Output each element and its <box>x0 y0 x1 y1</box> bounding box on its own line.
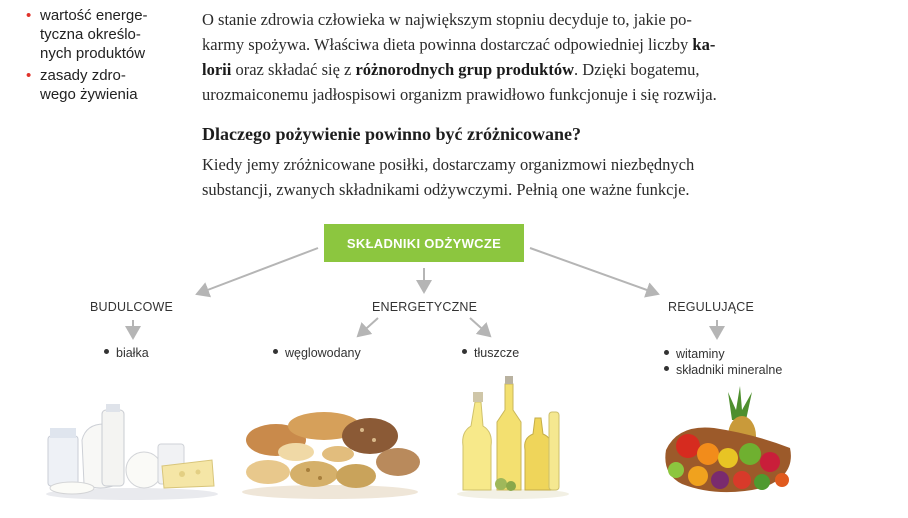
bullet-icon: • <box>26 67 32 84</box>
item-carbs <box>273 346 361 360</box>
text-span: oraz składać się z <box>231 60 356 79</box>
category-energy: ENERGETYCZNE <box>372 300 478 314</box>
fruit-vegetables-image <box>658 384 800 500</box>
oils-image <box>453 372 573 500</box>
arrow-to-fats <box>470 318 490 336</box>
nutrients-root-box: SKŁADNIKI ODŻYWCZE <box>324 224 524 262</box>
sidebar-line: wartość energe- <box>40 7 148 24</box>
bullet-icon: • <box>26 7 32 24</box>
bold-term: lorii <box>202 60 232 79</box>
sidebar-line: wego żywienia <box>40 86 138 103</box>
grain-products-image <box>238 400 423 500</box>
bullet-dot-icon <box>273 349 278 354</box>
item-label: tłuszcze <box>474 346 520 360</box>
item-fats <box>462 346 519 360</box>
item-vitamins <box>664 347 725 361</box>
text-line: Kiedy jemy zróżnicowane posiłki, dostarczamy organizmowi niezbędnych <box>202 155 695 174</box>
dairy-products-image <box>42 400 220 500</box>
sidebar-line: zasady zdro- <box>40 67 126 84</box>
arrow-to-carbs <box>358 318 378 336</box>
arrow-to-building <box>197 248 318 294</box>
text-line: substancji, zwanych składnikami odżywczymi. Pełnią one ważne funkcje. <box>202 180 690 199</box>
category-building: BUDULCOWE <box>90 300 174 314</box>
item-label: węglowodany <box>285 346 361 360</box>
bullet-dot-icon <box>104 349 109 354</box>
item-minerals <box>664 363 782 377</box>
section-heading: Dlaczego pożywienie powinno być zróżnicowane? <box>202 124 581 144</box>
bullet-dot-icon <box>664 350 669 355</box>
sidebar-line: nych produktów <box>40 45 146 62</box>
item-label: witaminy <box>676 347 725 361</box>
text-line: urozmaiconemu jadłospisowi organizm prawidłowo funkcjonuje i się rozwija. <box>202 85 717 104</box>
text-line: O stanie zdrowia człowieka w największym stopniu decyduje to, jakie po- <box>202 10 692 29</box>
item-label: białka <box>116 346 149 360</box>
item-label: składniki mineralne <box>676 363 783 377</box>
sidebar-line: tyczna określo- <box>40 26 141 43</box>
arrow-to-regulating <box>530 248 658 294</box>
bullet-dot-icon <box>462 349 467 354</box>
bullet-dot-icon <box>664 366 669 371</box>
category-regulating: REGULUJĄCE <box>668 300 755 314</box>
text-span: karmy spożywa. Właściwa dieta powinna dostarczać odpowiedniej liczby <box>202 35 693 54</box>
item-proteins <box>104 346 149 360</box>
bold-term: ka- <box>692 35 716 54</box>
bold-term: różnorodnych grup produktów <box>355 60 575 79</box>
text-span: . Dzięki bogatemu, <box>574 60 700 79</box>
